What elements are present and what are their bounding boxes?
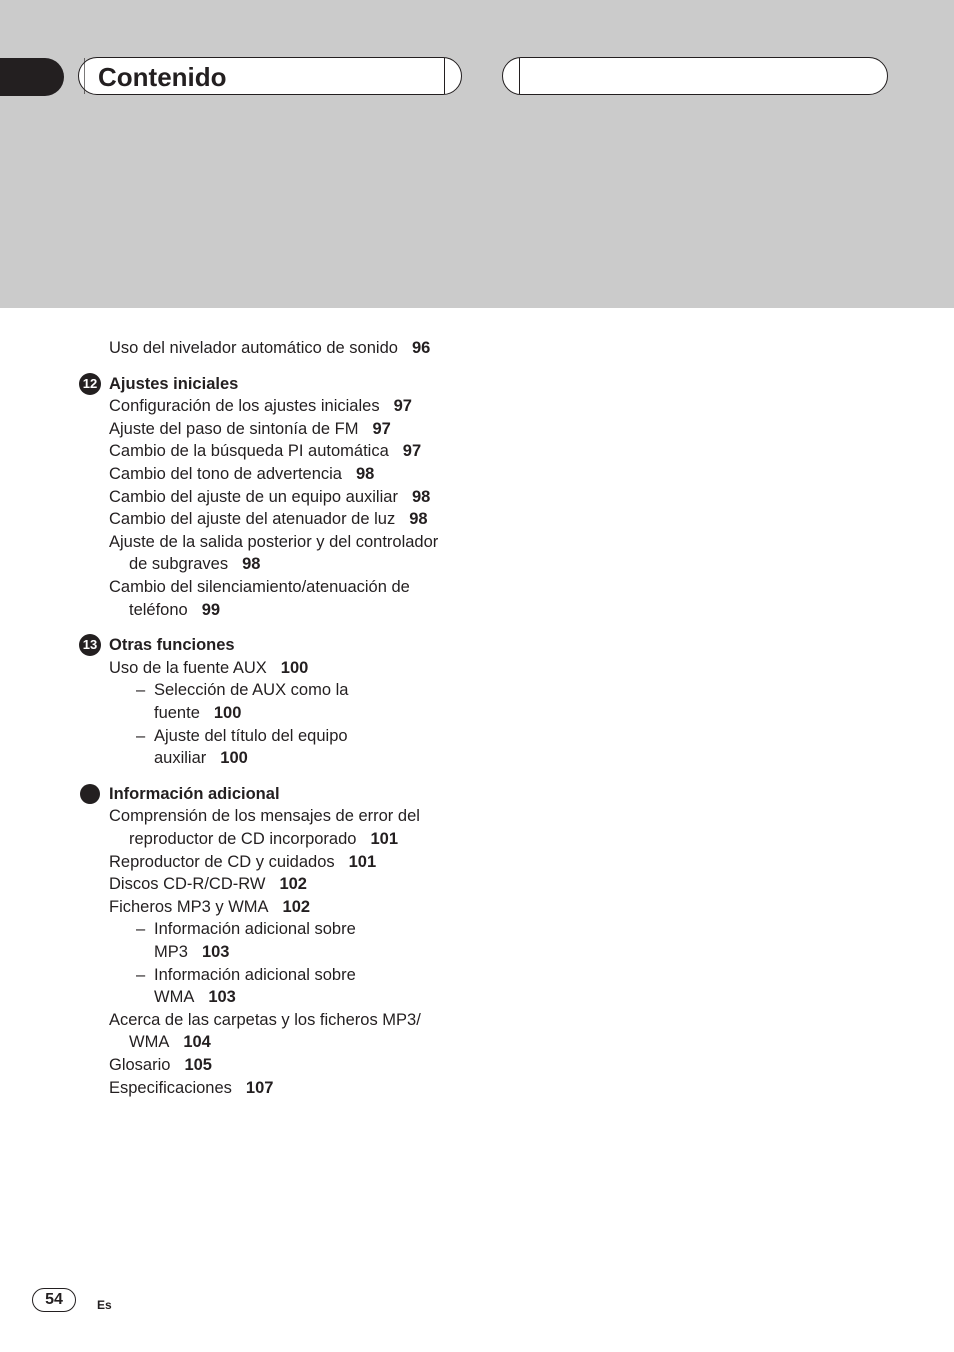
toc-page-number: 101 <box>348 852 377 871</box>
toc-page-number: 98 <box>411 487 431 506</box>
toc-entry-text: Glosario <box>109 1056 171 1074</box>
section-number-badge: 12 <box>79 373 101 395</box>
page-title: Contenido <box>98 62 227 92</box>
toc-entry[interactable] <box>109 1078 273 1098</box>
toc-entry-text: Acerca de las carpetas y los ficheros MP3/ <box>109 1010 421 1029</box>
toc-page-number: 100 <box>280 658 309 677</box>
toc-entry-text: Uso de la fuente AUX <box>109 658 267 677</box>
toc-entry[interactable] <box>154 987 236 1007</box>
toc-entry-text: de subgraves <box>129 555 229 574</box>
toc-entry[interactable] <box>109 509 428 529</box>
toc-entry[interactable] <box>109 532 438 552</box>
toc-page-number: 98 <box>242 555 261 574</box>
toc-entry-text: Ajuste del paso de sintonía de FM <box>109 419 359 438</box>
toc-page-number: 103 <box>208 988 236 1007</box>
toc-entry-text: reproductor de CD incorporado <box>129 830 357 848</box>
toc-entry[interactable] <box>109 806 420 826</box>
page-number: 54 <box>32 1288 76 1312</box>
toc-entry[interactable] <box>109 419 391 439</box>
section-heading[interactable]: Ajustes iniciales <box>109 374 239 393</box>
toc-page-number: 102 <box>279 875 307 894</box>
toc-entry[interactable] <box>109 874 307 894</box>
toc-entry[interactable] <box>129 1032 211 1052</box>
toc-entry-text: Ajuste de la salida posterior y del controlador <box>109 532 439 551</box>
toc-entry[interactable] <box>154 965 356 985</box>
toc-entry[interactable] <box>109 577 410 597</box>
toc-entry[interactable] <box>154 726 348 746</box>
toc-entry-text: MP3 <box>154 943 188 961</box>
toc-entry-text: Información adicional sobre <box>154 965 356 984</box>
toc-entry[interactable] <box>109 1010 421 1030</box>
toc-dash: – <box>136 920 146 939</box>
toc-entry-text: Selección de AUX como la <box>154 681 349 700</box>
toc-entry-text: fuente <box>154 704 200 722</box>
section-bullet-icon <box>80 784 100 804</box>
toc-page-number: 100 <box>213 704 242 722</box>
toc-entry[interactable] <box>154 703 241 723</box>
toc-page-number: 101 <box>370 830 398 848</box>
toc-entry[interactable] <box>154 942 229 962</box>
toc-entry[interactable] <box>109 396 412 416</box>
toc-entry-text: WMA <box>154 988 195 1007</box>
toc-entry[interactable] <box>109 338 430 358</box>
toc-dash: – <box>136 681 146 700</box>
toc-entry-text: Cambio del silenciamiento/atenuación de <box>109 578 410 596</box>
toc-page-number: 96 <box>411 339 431 357</box>
toc-entry[interactable] <box>109 1055 212 1075</box>
toc-page-number: 100 <box>220 749 248 768</box>
toc-entry[interactable] <box>129 829 398 849</box>
toc-entry-text: Reproductor de CD y cuidados <box>109 852 335 871</box>
toc-entry[interactable] <box>154 680 348 700</box>
toc-entry[interactable] <box>154 748 248 768</box>
section-heading[interactable]: Otras funciones <box>109 636 235 655</box>
section-tab <box>0 58 64 96</box>
toc-entry-text: teléfono <box>129 600 188 619</box>
language-code: Es <box>97 1298 112 1312</box>
toc-entry-text: Información adicional sobre <box>154 920 356 939</box>
toc-page-number: 103 <box>201 943 230 961</box>
toc-page-number: 104 <box>183 1033 211 1052</box>
toc-entry-text: Discos CD-R/CD-RW <box>109 875 266 894</box>
toc-page-number: 97 <box>393 397 412 416</box>
toc-entry-text: Configuración de los ajustes iniciales <box>109 397 380 416</box>
toc-entry-text: Cambio del tono de advertencia <box>109 465 342 483</box>
toc-entry-text: Cambio de la búsqueda PI automática <box>109 442 389 461</box>
toc-entry-text: auxiliar <box>154 749 207 768</box>
toc-entry[interactable] <box>109 487 430 507</box>
toc-entry[interactable] <box>109 852 376 872</box>
toc-entry-text: Uso del nivelador automático de sonido <box>109 339 398 357</box>
toc-entry-text: Cambio del ajuste de un equipo auxiliar <box>109 487 398 506</box>
toc-entry[interactable] <box>109 441 421 461</box>
toc-entry[interactable] <box>109 897 310 917</box>
toc-page-number: 97 <box>402 442 422 461</box>
toc-entry-text: Ficheros MP3 y WMA <box>109 897 269 916</box>
toc-page-number: 105 <box>184 1056 212 1074</box>
toc-dash: – <box>136 726 146 745</box>
toc-entry-text: Especificaciones <box>109 1078 232 1097</box>
title-box <box>78 57 462 95</box>
toc-page-number: 98 <box>409 510 428 529</box>
toc-entry-text: WMA <box>129 1033 170 1052</box>
empty-title-box <box>502 57 888 95</box>
toc-page-number: 99 <box>201 600 221 619</box>
toc-entry[interactable] <box>109 658 308 678</box>
toc-entry[interactable] <box>154 919 356 939</box>
toc-entry[interactable] <box>109 464 374 484</box>
toc-dash: – <box>136 965 146 984</box>
toc-page-number: 102 <box>282 897 311 916</box>
header-band <box>0 0 954 308</box>
toc-entry-text: Ajuste del título del equipo <box>154 726 348 745</box>
toc-entry-text: Comprensión de los mensajes de error del <box>109 807 420 826</box>
toc-entry[interactable] <box>129 600 220 620</box>
section-heading[interactable]: Información adicional <box>109 784 280 803</box>
toc-page-number: 98 <box>355 465 375 483</box>
section-number-badge: 13 <box>79 634 101 656</box>
toc-entry-text: Cambio del ajuste del atenuador de luz <box>109 510 396 529</box>
toc-page-number: 107 <box>245 1078 274 1097</box>
toc-page-number: 97 <box>372 419 391 438</box>
toc-entry[interactable] <box>129 554 260 574</box>
